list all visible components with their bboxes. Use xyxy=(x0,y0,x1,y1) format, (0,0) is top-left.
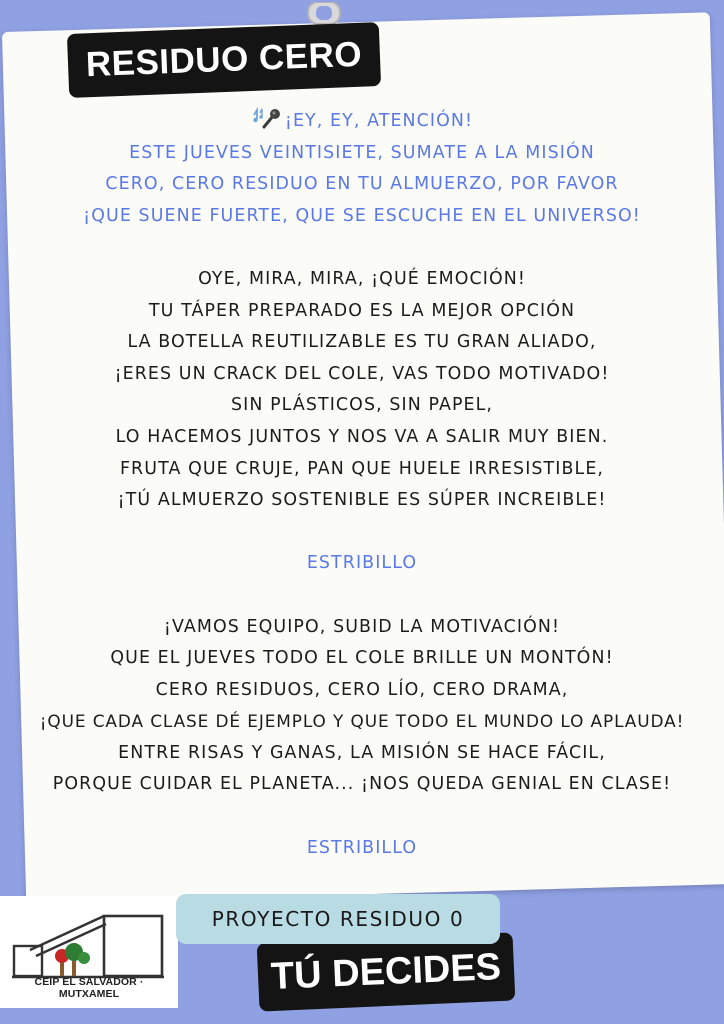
verse1-line-6: LO HACEMOS JUNTOS Y NOS VA A SALIR MUY BIEN. xyxy=(115,426,609,447)
verse2-line-6: PORQUE CUIDAR EL PLANETA... ¡NOS QUEDA GENIAL EN CLASE! xyxy=(52,774,672,795)
microphone-icon xyxy=(251,107,281,129)
intro-line-1 xyxy=(0,106,724,138)
verse1-line-4: ¡ERES UN CRACK DEL COLE, VAS TODO MOTIVADO! xyxy=(114,363,610,384)
verse2-line-3: CERO RESIDUOS, CERO LÍO, CERO DRAMA, xyxy=(155,679,569,700)
project-label: PROYECTO RESIDUO 0 xyxy=(176,894,500,944)
school-building-icon xyxy=(0,900,178,984)
verse2-line-5: ENTRE RISAS Y GANAS, LA MISIÓN SE HACE FÁCIL, xyxy=(118,742,606,763)
verse1-line-7: FRUTA QUE CRUJE, PAN QUE HUELE IRRESISTIBLE, xyxy=(119,458,605,479)
verse1-line-3: LA BOTELLA REUTILIZABLE ES TU GRAN ALIADO, xyxy=(127,332,597,353)
intro-line-4: ¡QUE SUENE FUERTE, QUE SE ESCUCHE EN EL UNIVERSO! xyxy=(83,205,641,226)
verse2-line-1: ¡VAMOS EQUIPO, SUBID LA MOTIVACIÓN! xyxy=(163,616,561,637)
page-title: RESIDUO CERO xyxy=(67,22,381,98)
logo-caption: CEIP EL SALVADOR · MUTXAMEL xyxy=(34,976,144,1000)
chorus-label-2: ESTRIBILLO xyxy=(306,837,418,858)
verse1-line-1: OYE, MIRA, MIRA, ¡QUÉ EMOCIÓN! xyxy=(198,268,526,289)
intro-line-3: CERO, CERO RESIDUO EN TU ALMUERZO, POR FAVOR xyxy=(105,174,619,195)
verse1-line-5: SIN PLÁSTICOS, SIN PAPEL, xyxy=(230,395,494,416)
verse2-line-2: QUE EL JUEVES TODO EL COLE BRILLE UN MONTÓN! xyxy=(110,648,614,669)
intro-line-2: ESTE JUEVES VEINTISIETE, SUMATE A LA MISIÓN xyxy=(129,142,595,163)
verse2-line-4: ¡QUE CADA CLASE DÉ EJEMPLO Y QUE TODO EL MUNDO LO APLAUDA! xyxy=(39,711,685,732)
intro-line-1-text: ¡EY, EY, ATENCIÓN! xyxy=(284,111,474,131)
chorus-label-1: ESTRIBILLO xyxy=(306,553,418,574)
verse1-line-8: ¡TÚ ALMUERZO SOSTENIBLE ES SÚPER INCREIBLE! xyxy=(117,490,607,511)
school-logo xyxy=(0,896,178,1008)
verse1-line-2: TU TÁPER PREPARADO ES LA MEJOR OPCIÓN xyxy=(148,300,576,321)
slogan-tag: TÚ DECIDES xyxy=(257,932,516,1011)
song-lyrics xyxy=(0,106,724,864)
